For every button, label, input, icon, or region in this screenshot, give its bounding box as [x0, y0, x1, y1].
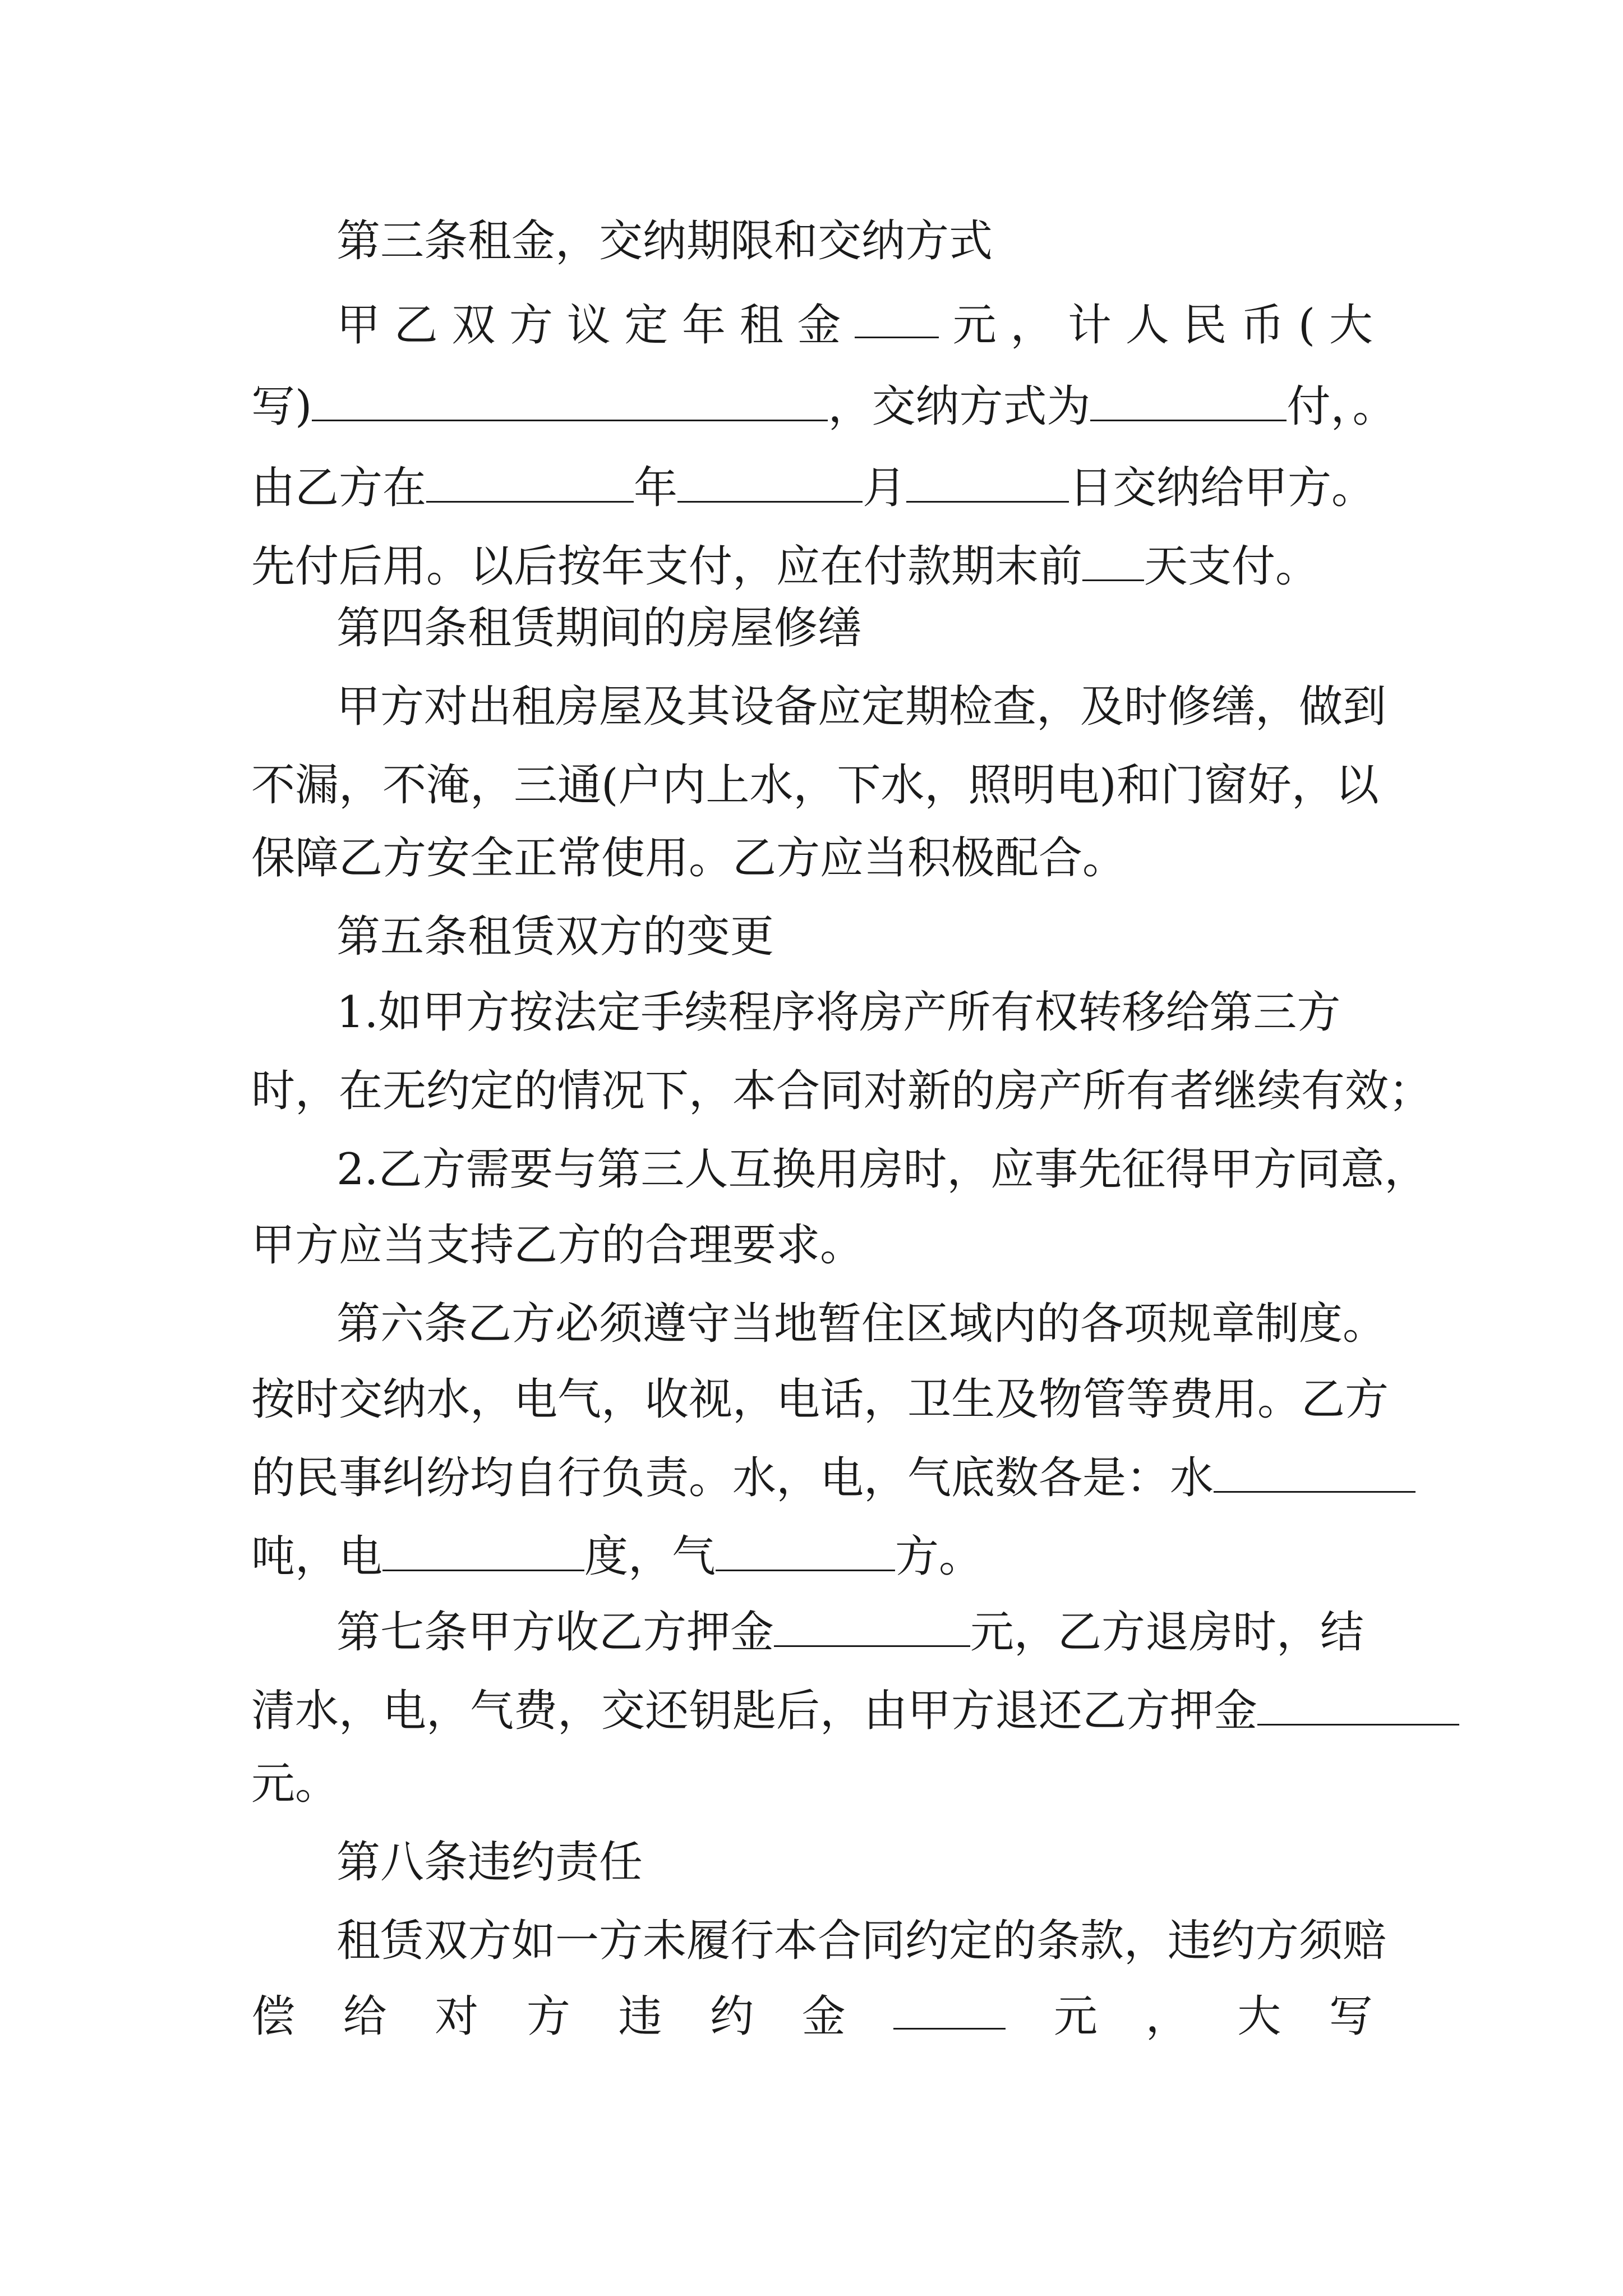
clause-8-title: 第八条违约责任	[336, 1837, 643, 1888]
char: 双	[451, 300, 496, 351]
char: 对	[435, 1991, 479, 2042]
char: 币	[1241, 300, 1285, 351]
text: 清水，电，气费，交还钥匙后，由甲方退还乙方押金	[251, 1686, 1258, 1736]
text: ，交纳方式为	[828, 381, 1091, 432]
text: 月	[863, 463, 907, 513]
text: 写)	[251, 381, 312, 432]
char: 大	[1329, 300, 1373, 351]
clause-7-line-3: 元。	[251, 1759, 339, 1809]
day-blank[interactable]	[906, 462, 1069, 503]
clause-8-line-1: 租赁双方如一方未履行本合同约定的条款，违约方须赔	[336, 1916, 1387, 1966]
char: 偿	[251, 1991, 296, 2042]
text: 年	[634, 463, 678, 513]
text: 的民事纠纷均自行负责。水，电，气底数各是：水	[251, 1453, 1214, 1503]
clause-3-line-1	[336, 297, 1373, 353]
text: 天支付。	[1144, 541, 1320, 592]
clause-3-line-4	[251, 539, 1373, 595]
clause-5-line-1: 1.如甲方按法定手续程序将房产所有权转移给第三方	[336, 987, 1341, 1038]
char: ，	[1010, 300, 1054, 351]
text: 由乙方在	[251, 463, 427, 513]
char: 违	[618, 1991, 662, 2042]
char: ，	[1145, 1991, 1189, 2042]
clause-5-line-3: 2.乙方需要与第三人互换用房时，应事先征得甲方同意，	[336, 1144, 1428, 1195]
char: 乙	[394, 300, 438, 351]
char: 甲	[336, 300, 381, 351]
gas-reading-blank[interactable]	[716, 1530, 895, 1571]
char: 人	[1125, 300, 1169, 351]
char: 计	[1068, 300, 1112, 351]
deposit-refund-blank[interactable]	[1257, 1685, 1459, 1726]
char: 年	[682, 300, 726, 351]
year-blank[interactable]	[426, 462, 634, 503]
penalty-blank[interactable]	[893, 1989, 1006, 2030]
char: 租	[739, 300, 783, 351]
char: (	[1298, 300, 1316, 351]
payment-method-blank[interactable]	[1090, 380, 1287, 421]
month-blank[interactable]	[677, 462, 863, 503]
char: 给	[343, 1991, 387, 2042]
clause-3-line-3	[251, 460, 1376, 516]
clause-7-line-2	[251, 1683, 1373, 1739]
electricity-reading-blank[interactable]	[382, 1530, 584, 1571]
text: 方。	[895, 1531, 983, 1582]
text: 付，。	[1287, 381, 1396, 432]
char: 议	[566, 300, 611, 351]
char: 金	[801, 1991, 846, 2042]
char: 方	[509, 300, 554, 351]
days-blank[interactable]	[1082, 540, 1144, 581]
char: 民	[1183, 300, 1227, 351]
char: 大	[1237, 1991, 1281, 2042]
char: 写	[1329, 1991, 1373, 2042]
clause-4-line-2: 不漏，不淹，三通(户内上水，下水，照明电)和门窗好，以	[251, 760, 1379, 811]
char: 约	[710, 1991, 754, 2042]
clause-8-line-2	[251, 1989, 1373, 2045]
clause-6-line-2: 按时交纳水，电气，收视，电话，卫生及物管等费用。乙方	[251, 1374, 1389, 1425]
rent-uppercase-blank[interactable]	[312, 380, 828, 421]
rent-amount-blank[interactable]	[855, 297, 939, 338]
text: 度，气	[584, 1531, 716, 1582]
char: 定	[624, 300, 668, 351]
clause-3-title: 第三条租金，交纳期限和交纳方式	[336, 216, 993, 266]
clause-4-line-1: 甲方对出租房屋及其设备应定期检查，及时修缮，做到	[336, 682, 1387, 732]
clause-5-line-4: 甲方应当支持乙方的合理要求。	[251, 1220, 864, 1271]
char: 元	[952, 300, 997, 351]
char: 金	[797, 300, 841, 351]
clause-5-line-2: 时，在无约定的情况下，本合同对新的房产所有者继续有效；	[251, 1066, 1433, 1116]
clause-4-line-3: 保障乙方安全正常使用。乙方应当积极配合。	[251, 833, 1127, 884]
text: 日交纳给甲方。	[1069, 463, 1376, 513]
clause-6-line-1: 第六条乙方必须遵守当地暂住区域内的各项规章制度。	[336, 1299, 1387, 1349]
water-reading-blank[interactable]	[1214, 1452, 1415, 1493]
deposit-blank[interactable]	[774, 1606, 970, 1647]
text: 吨，电	[251, 1531, 383, 1582]
text: 第七条甲方收乙方押金	[336, 1607, 774, 1658]
clause-4-title: 第四条租赁期间的房屋修缮	[336, 603, 862, 654]
clause-5-title: 第五条租赁双方的变更	[336, 912, 774, 962]
clause-7-line-1	[336, 1604, 1373, 1660]
char: 元	[1053, 1991, 1098, 2042]
clause-3-line-2	[251, 379, 1396, 435]
text: 先付后用。以后按年支付，应在付款期末前	[251, 541, 1083, 592]
text: 元，乙方退房时，结	[970, 1607, 1364, 1658]
clause-6-line-4	[251, 1529, 1373, 1585]
char: 方	[526, 1991, 570, 2042]
clause-6-line-3	[251, 1450, 1373, 1506]
